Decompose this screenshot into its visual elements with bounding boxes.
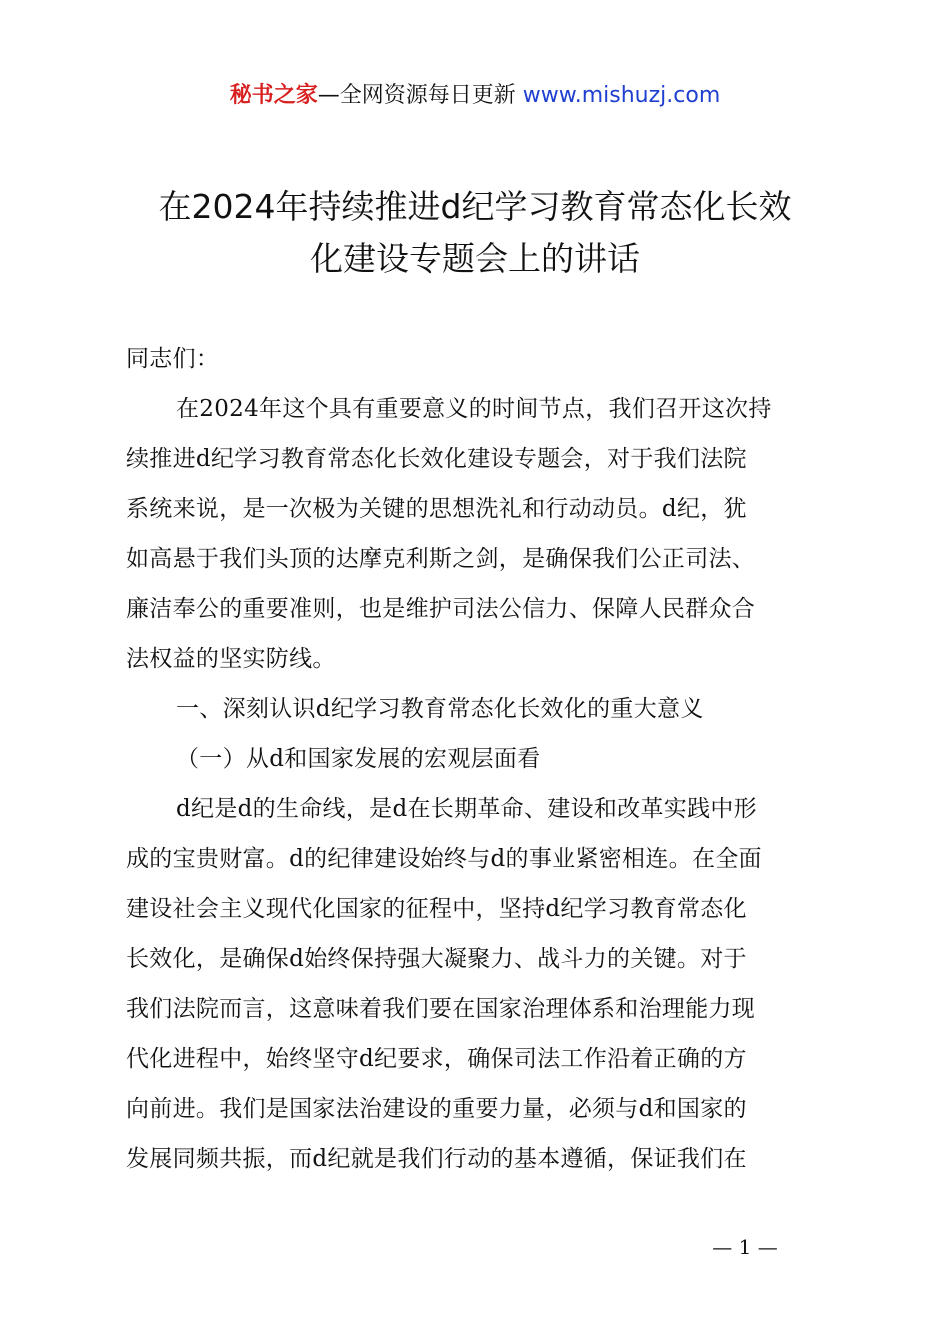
paragraph-line: 法权益的坚实防线。 [126,646,336,672]
paragraph-line: 代化进程中，始终坚守d纪要求，确保司法工作沿着正确的方 [126,1046,747,1072]
site-tagline: —全网资源每日更新 [317,83,516,108]
paragraph-line: 廉洁奉公的重要准则，也是维护司法公信力、保障人民群众合 [126,596,756,622]
title-line-2: 化建设专题会上的讲话 [310,239,640,278]
paragraph-line: d纪是d的生命线，是d在长期革命、建设和改革实践中形 [176,796,757,822]
subsection-heading: （一）从d和国家发展的宏观层面看 [176,746,541,772]
site-url-link[interactable]: www.mishuzj.com [522,83,721,108]
salutation: 同志们： [126,346,220,372]
site-header [0,80,950,112]
paragraph-line: 长效化，是确保d始终保持强大凝聚力、战斗力的关键。对于 [126,946,747,972]
paragraph-line: 在2024年这个具有重要意义的时间节点，我们召开这次持 [176,396,772,422]
document-body [126,334,832,1184]
title-line-1: 在2024年持续推进d纪学习教育常态化长效 [158,187,792,226]
paragraph-line: 成的宝贵财富。d的纪律建设始终与d的事业紧密相连。在全面 [126,846,762,872]
paragraph-line: 向前进。我们是国家法治建设的重要力量，必须与d和国家的 [126,1096,747,1122]
paragraph-line: 我们法院而言，这意味着我们要在国家治理体系和治理能力现 [126,996,756,1022]
paragraph-line: 发展同频共振，而d纪就是我们行动的基本遵循，保证我们在 [126,1146,747,1172]
document-title [60,181,890,285]
paragraph-line: 系统来说，是一次极为关键的思想洗礼和行动动员。d纪，犹 [126,496,747,522]
paragraph-line: 如高悬于我们头顶的达摩克利斯之剑，是确保我们公正司法、 [126,546,756,572]
page-number: — 1 — [712,1235,778,1259]
paragraph-line: 建设社会主义现代化国家的征程中，坚持d纪学习教育常态化 [126,896,747,922]
site-brand: 秘书之家 [229,83,318,108]
paragraph-line: 续推进d纪学习教育常态化长效化建设专题会，对于我们法院 [126,446,747,472]
section-heading: 一、深刻认识d纪学习教育常态化长效化的重大意义 [176,696,704,722]
